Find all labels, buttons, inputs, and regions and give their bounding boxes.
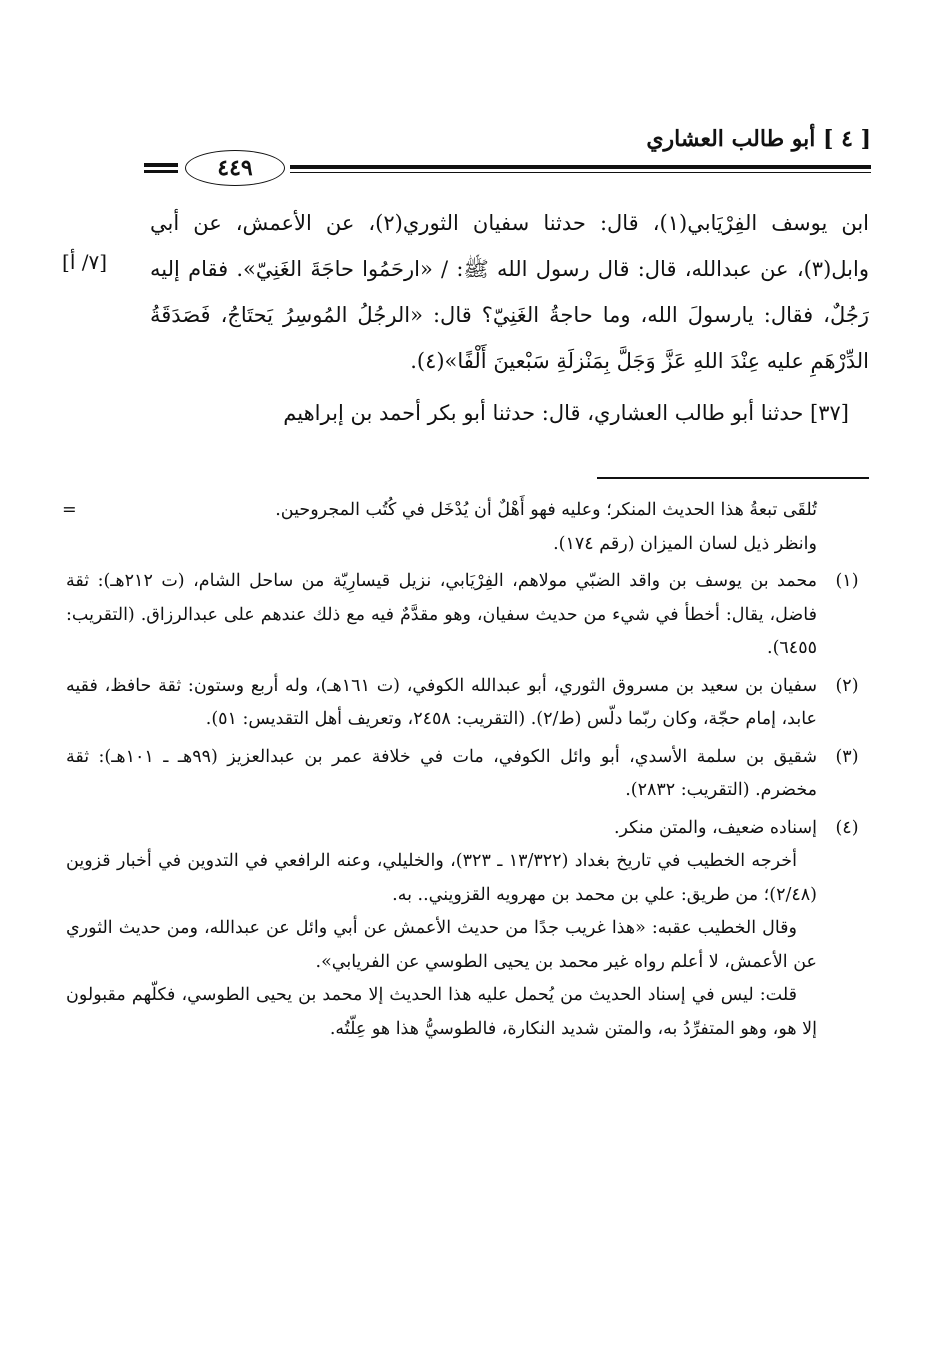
page-number: ٤٤٩ xyxy=(185,150,285,186)
footnote-3 xyxy=(66,741,869,808)
footnote-text: أخرجه الخطيب في تاريخ بغداد (١٣/٣٢٢ ـ ٣٢٣)، والخليلي، وعنه الرافعي في التدوين في أخبار قزوين (٢/٤٨)؛ من طريق: علي بن محمد بن مهرويه القزويني.. به. xyxy=(66,851,817,905)
footnote-4 xyxy=(66,812,869,1047)
footnote-number: (٤) xyxy=(835,817,859,838)
continuation-mark: = xyxy=(62,500,77,520)
footnote-continuation xyxy=(62,494,869,561)
footnote-number: (١) xyxy=(835,571,859,591)
header-rule xyxy=(290,165,871,169)
footnote-text: سفيان بن سعيد بن مسروق الثوري، أبو عبدالله الكوفي، (ت ١٦١هـ)، وله أربع وستون: ثقة حافظ، فقيه عابد، إمام حجّة، وكان ربّما دلّس (ط/٢). (التقريب: ٢٤٥٨، وتعريف أهل التقديس: ٥١). xyxy=(66,675,817,729)
footnote-text: وانظر ذيل لسان الميزان (رقم ١٧٤). xyxy=(553,533,817,554)
header-rule-left-lower xyxy=(144,170,178,173)
footnote-2 xyxy=(66,670,869,737)
footnote-text: إسناده ضعيف، والمتن منكر. xyxy=(613,817,817,838)
footnote-number: (٢) xyxy=(835,675,859,696)
main-text xyxy=(150,200,869,436)
page-header xyxy=(140,122,871,192)
footnotes xyxy=(62,494,869,1046)
manuscript-folio-reference: [٧/ أ] xyxy=(62,250,108,274)
footnote-text: قلت: ليس في إسناد الحديث من يُحمل عليه هذا الحديث إلا محمد بن يحيى الطوسي، فكلّهم مقبولون إلا هو، وهو المتفرِّدُ به، والمتن شديد النكارة، فالطوسيُّ هذا هو عِلّتُه. xyxy=(66,985,817,1039)
footnote-separator xyxy=(597,477,869,479)
footnote-1 xyxy=(66,565,869,666)
header-rule-thin xyxy=(290,172,871,173)
footnote-text: محمد بن يوسف بن واقد الضبّي مولاهم، الفِرْيَابي، نزيل قيسارِيّة من ساحل الشام، (ت ٢١٢هـ): ثقة فاضل، يقال: أخطأ في شيء من حديث سفيان، وهو مقدَّمٌ فيه مع ذلك عندهم على عبدالرزاق. (التقريب: ٦٤٥٥). xyxy=(66,571,817,658)
footnote-number: (٣) xyxy=(835,746,859,767)
footnote-text: وقال الخطيب عقبه: «هذا غريب جدًا من حديث الأعمش عن أبي وائل عن عبدالله، ومن حديث الثوري عن الأعمش، لا أعلم رواه غير محمد بن يحيى الطوسي عن الفريابي». xyxy=(66,918,817,972)
running-title: [ ٤ ] أبو طالب العشاري xyxy=(646,126,871,152)
main-paragraph: ابن يوسف الفِرْيَابي(١)، قال: حدثنا سفيان الثوري(٢)، عن الأعمش، عن أبي وابل(٣)، عن عبدالله، قال: قال رسول الله ﷺ: / «ارحَمُوا حاجَةَ الغَنِيّ». فقام إليه رَجُلٌ، فقال: يارسولَ الله، وما حاجةُ الغَنِيّ؟ قال: «الرجُلُ المُوسِرُ يَحتَاجُ، فَصَدَقَةُ الدِّرْهَمِ عليه عِنْدَ اللهِ عَزَّ وَجَلَّ بِمَنْزلَةِ سَبْعينَ أَلْفًا»(٤). xyxy=(150,211,870,373)
footnote-text: شقيق بن سلمة الأسدي، أبو وائل الكوفي، مات في خلافة عمر بن عبدالعزيز (٩٩هـ ـ ١٠١هـ): ثقة مخضرم. (التقريب: ٢٨٣٢). xyxy=(66,746,818,800)
hadith-37-opening: [٣٧] حدثنا أبو طالب العشاري، قال: حدثنا أبو بكر أحمد بن إبراهيم xyxy=(283,401,849,425)
header-rule-left xyxy=(144,163,178,167)
footnote-text: تُلقَى تبعةُ هذا الحديث المنكر؛ وعليه فهو أَهْلٌ أن يُدْخَل في كُتُب المجروحين. xyxy=(275,500,817,520)
